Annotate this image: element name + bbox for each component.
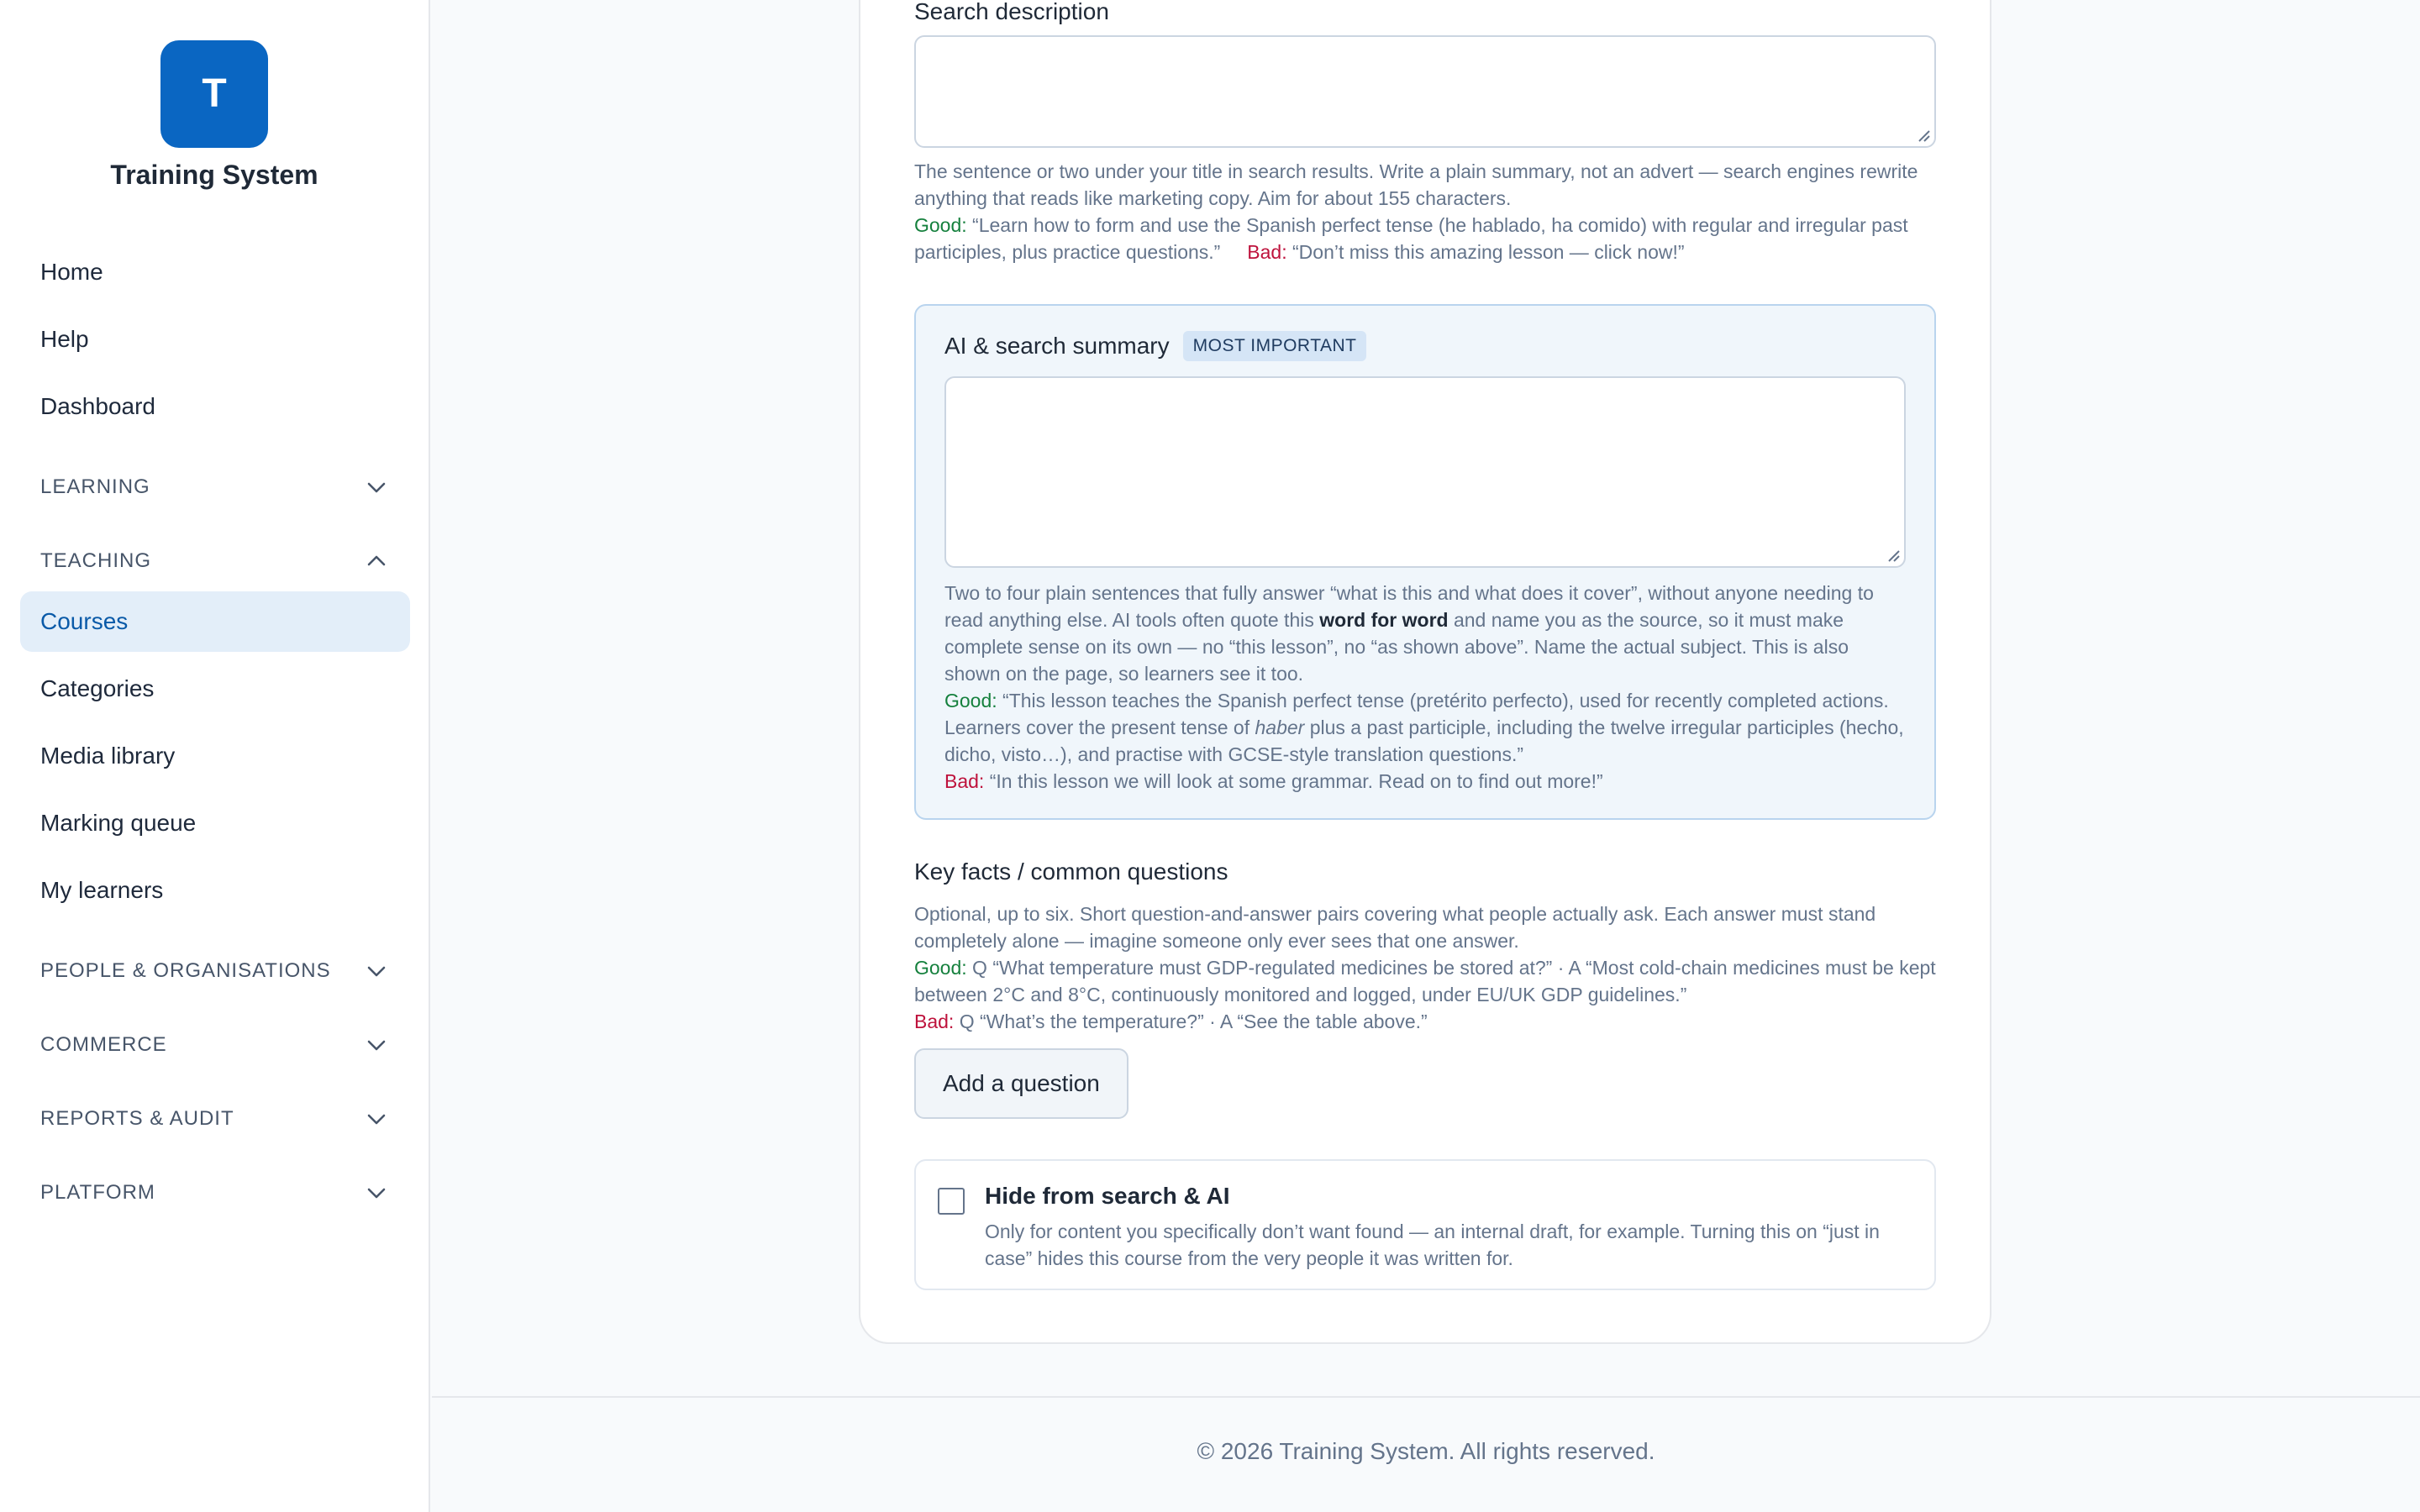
- chevron-down-icon: [366, 1037, 387, 1053]
- most-important-badge: MOST IMPORTANT: [1183, 331, 1367, 361]
- nav-section-label: LEARNING: [40, 475, 150, 498]
- resize-grip-icon[interactable]: [1916, 128, 1931, 143]
- hide-from-search-label[interactable]: Hide from search & AI: [985, 1183, 1230, 1209]
- sidebar-item-help[interactable]: Help: [40, 326, 89, 352]
- ai-summary-help-text: Two to four plain sentences that fully answer “what is this and what does it cover”, without anyone needing to read anything else. AI tools often quote this: [944, 582, 1874, 631]
- sidebar-item-marking-queue[interactable]: Marking queue: [40, 810, 197, 836]
- bad-example-label: Bad:: [944, 770, 985, 792]
- sidebar-item-media-library[interactable]: Media library: [40, 743, 176, 769]
- nav-section-label: TEACHING: [40, 549, 152, 572]
- good-example-italic: haber: [1255, 717, 1305, 738]
- good-example-text: “This lesson teaches the Spanish perfect tense (pretérito perfecto), used for recently completed actions. Learners cover the present tense of: [944, 690, 1889, 738]
- nav-spacer: [20, 517, 410, 531]
- key-facts-help: [914, 900, 1936, 1035]
- nav-section-teaching[interactable]: [20, 531, 410, 591]
- search-description-help: [914, 158, 1936, 265]
- nav-spacer: [20, 1075, 410, 1089]
- bad-example-text: “In this lesson we will look at some grammar. Read on to find out more!”: [989, 770, 1603, 792]
- chevron-down-icon: [366, 479, 387, 496]
- nav-section-label: COMMERCE: [40, 1033, 167, 1056]
- good-example-label: Good:: [914, 957, 967, 979]
- brand-logo[interactable]: T: [160, 40, 268, 148]
- sidebar-nav: [20, 242, 410, 1223]
- sidebar-item-home[interactable]: Home: [40, 259, 103, 285]
- key-facts-field: [914, 858, 1936, 1119]
- ai-summary-header: [944, 331, 1906, 361]
- ai-summary-input[interactable]: [944, 376, 1906, 568]
- sidebar-item-courses[interactable]: Courses: [20, 591, 410, 652]
- nav-spacer: [20, 444, 410, 457]
- sidebar-item-my-learners[interactable]: My learners: [40, 877, 164, 903]
- hide-from-search-checkbox[interactable]: [938, 1188, 965, 1215]
- chevron-up-icon: [366, 553, 387, 570]
- ai-summary-help-emphasis: word for word: [1319, 609, 1449, 631]
- search-description-input[interactable]: [914, 35, 1936, 148]
- brand-name[interactable]: Training System: [110, 160, 318, 190]
- nav-spacer: [20, 1001, 410, 1015]
- add-question-button[interactable]: Add a question: [914, 1048, 1128, 1119]
- footer: [432, 1396, 2420, 1512]
- search-description-help-text: The sentence or two under your title in search results. Write a plain summary, not an advert — search engines rewrite anything that reads like marketing copy. Aim for about 155 characters.: [914, 160, 1918, 209]
- search-description-label: Search description: [914, 0, 1109, 24]
- footer-copyright: © 2026 Training System. All rights reserved.: [1197, 1438, 1655, 1464]
- nav-section-commerce[interactable]: [20, 1015, 410, 1075]
- chevron-down-icon: [366, 1184, 387, 1201]
- bad-example-text: “Don’t miss this amazing lesson — click now!”: [1292, 241, 1685, 263]
- key-facts-help-text: Optional, up to six. Short question-and-answer pairs covering what people actually ask. Each answer must stand completely alone — imagine someone only ever sees that one answer.: [914, 903, 1876, 952]
- good-example-text-cont: plus a past participle, including the twelve irregular participles (hecho, dicho, visto…), and practise with GCSE-style translation questions.”: [944, 717, 1904, 765]
- nav-section-people[interactable]: [20, 941, 410, 1001]
- bad-example-label: Bad:: [1247, 241, 1287, 263]
- chevron-down-icon: [366, 963, 387, 979]
- nav-section-label: PEOPLE & ORGANISATIONS: [40, 959, 331, 982]
- brand[interactable]: [0, 40, 429, 191]
- ai-summary-panel: [914, 304, 1936, 820]
- nav-section-reports[interactable]: [20, 1089, 410, 1149]
- search-description-field: [914, 0, 1936, 265]
- nav-section-label: PLATFORM: [40, 1181, 155, 1204]
- good-example-text: “Learn how to form and use the Spanish perfect tense (he hablado, ha comido) with regular and irregular past participles, plus practice questions.”: [914, 214, 1908, 263]
- bad-example-text: Q “What’s the temperature?” · A “See the table above.”: [959, 1011, 1428, 1032]
- good-example-label: Good:: [944, 690, 997, 711]
- good-example-text: Q “What temperature must GDP-regulated medicines be stored at?” · A “Most cold-chain medicines must be kept between 2°C and 8°C, continuously monitored and logged, under EU/UK GDP guidelines.”: [914, 957, 1936, 1005]
- good-example-label: Good:: [914, 214, 967, 236]
- chevron-down-icon: [366, 1110, 387, 1127]
- nav-section-label: REPORTS & AUDIT: [40, 1107, 234, 1130]
- bad-example-label: Bad:: [914, 1011, 955, 1032]
- hide-from-search-help: Only for content you specifically don’t want found — an internal draft, for example. Turning this on “just in case” hides this course from the very people it was written for.: [985, 1221, 1880, 1269]
- ai-summary-help: [944, 580, 1906, 795]
- key-facts-label: Key facts / common questions: [914, 858, 1228, 885]
- sidebar-item-categories[interactable]: Categories: [40, 675, 155, 701]
- sidebar: [0, 0, 430, 1512]
- nav-spacer: [20, 1149, 410, 1163]
- ai-summary-label: AI & search summary: [944, 333, 1170, 359]
- sidebar-item-dashboard[interactable]: Dashboard: [40, 393, 155, 419]
- nav-section-platform[interactable]: [20, 1163, 410, 1223]
- hide-from-search-panel: [914, 1159, 1936, 1290]
- nav-spacer: [20, 927, 410, 941]
- main-content: [432, 0, 2420, 1512]
- ai-summary-help-text-cont: and name you as the source, so it must make complete sense on its own — no “this lesson”, no “as shown above”. Name the actual subject. This is also shown on the page, so learners see it too.: [944, 609, 1849, 685]
- nav-section-learning[interactable]: [20, 457, 410, 517]
- resize-grip-icon[interactable]: [1886, 548, 1901, 563]
- course-form-card: [859, 0, 1991, 1344]
